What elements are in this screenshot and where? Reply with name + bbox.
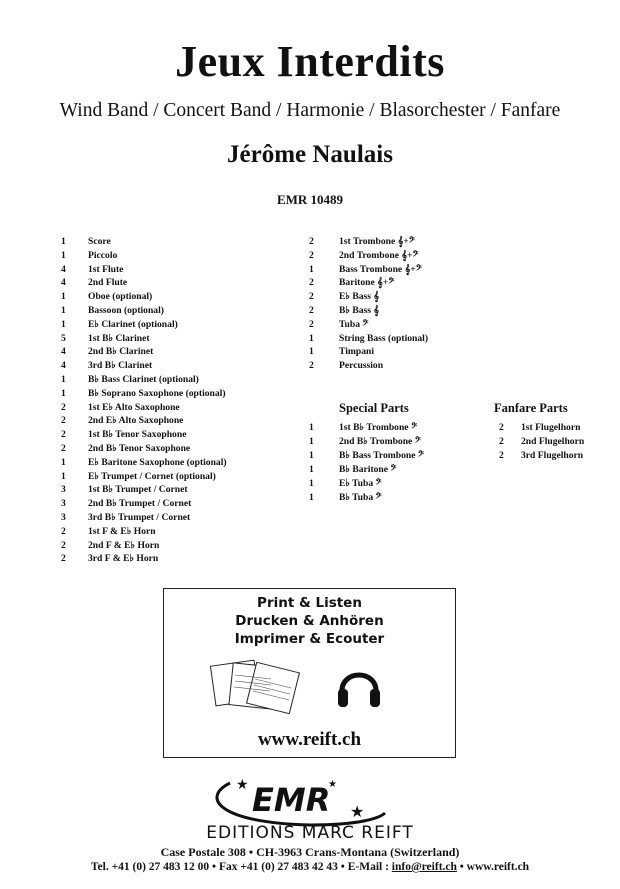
website-link[interactable]: www.reift.ch — [257, 729, 362, 750]
part-name: Baritone 𝄞+𝄢 — [339, 277, 395, 289]
part-name: 1st Trombone 𝄞+𝄢 — [339, 236, 415, 247]
part-name: 3rd B♭ Trumpet / Cornet — [88, 511, 191, 523]
fanfare-parts-heading: Fanfare Parts — [494, 401, 568, 415]
part-quantity: 1 — [309, 346, 314, 358]
part-name: 2nd Trombone 𝄞+𝄢 — [339, 249, 419, 261]
ensemble-subtitle: Wind Band / Concert Band / Harmonie / Blasorchester / Fanfare — [59, 100, 561, 121]
part-name: 1st B♭ Tenor Saxophone — [88, 429, 187, 441]
sheet-music-icon — [209, 657, 304, 715]
part-quantity: 1 — [61, 304, 66, 316]
piece-title: Jeux Interdits — [175, 37, 445, 86]
part-quantity: 2 — [309, 277, 314, 289]
part-quantity: 1 — [61, 456, 66, 468]
svg-text:★: ★ — [328, 779, 337, 790]
part-name: Bass Trombone 𝄞+𝄢 — [339, 263, 422, 275]
part-name: Piccolo — [88, 249, 118, 261]
part-quantity: 3 — [61, 511, 66, 523]
headphones-icon — [334, 659, 384, 715]
part-quantity: 1 — [309, 436, 314, 448]
part-quantity: 2 — [309, 318, 314, 330]
part-quantity: 2 — [61, 525, 66, 537]
part-quantity: 3 — [61, 498, 66, 510]
part-name: 2nd Flugelhorn — [521, 436, 585, 448]
part-quantity: 1 — [61, 249, 66, 261]
part-quantity: 1 — [61, 291, 66, 303]
part-name: E♭ Baritone Saxophone (optional) — [88, 456, 227, 468]
composer-name: Jérôme Naulais — [227, 141, 393, 168]
publisher-contact — [0, 861, 620, 873]
phone-fax: Tel. +41 (0) 27 483 12 00 • Fax +41 (0) 27 483 42 43 • E-Mail : — [90, 861, 392, 873]
part-quantity: 1 — [309, 492, 314, 504]
publisher-address: Case Postale 308 • CH-3963 Crans-Montana (Switzerland) — [160, 845, 460, 859]
part-name: Oboe (optional) — [88, 291, 153, 303]
part-name: Timpani — [339, 346, 375, 358]
part-quantity: 1 — [309, 450, 314, 462]
part-quantity: 1 — [309, 263, 314, 275]
part-quantity: 2 — [61, 415, 66, 427]
part-quantity: 2 — [499, 422, 504, 433]
publisher-name: EDITIONS MARC REIFT — [206, 823, 414, 843]
part-name: E♭ Clarinet (optional) — [88, 318, 178, 330]
part-name: Tuba 𝄢 — [339, 318, 369, 330]
part-name: 1st F & E♭ Horn — [88, 525, 156, 537]
emr-logo — [200, 773, 420, 828]
part-name: 3rd B♭ Clarinet — [88, 360, 153, 372]
part-name: 2nd B♭ Trumpet / Cornet — [88, 498, 192, 510]
part-name: 1st B♭ Trumpet / Cornet — [88, 484, 188, 496]
part-name: 1st B♭ Trombone 𝄢 — [339, 422, 418, 433]
promo-line: Imprimer & Ecouter — [234, 631, 385, 647]
part-quantity: 1 — [309, 464, 314, 476]
part-name: Percussion — [339, 360, 384, 372]
part-name: 2nd B♭ Tenor Saxophone — [88, 442, 191, 454]
part-name: 2nd B♭ Trombone 𝄢 — [339, 436, 421, 448]
promo-line: Drucken & Anhören — [235, 613, 384, 629]
part-quantity: 2 — [499, 436, 504, 448]
part-quantity: 1 — [61, 373, 66, 385]
part-quantity: 1 — [61, 236, 66, 247]
part-quantity: 3 — [61, 484, 66, 496]
part-quantity: 1 — [309, 478, 314, 490]
part-name: B♭ Soprano Saxophone (optional) — [88, 387, 226, 399]
part-name: 2nd Flute — [88, 277, 128, 289]
part-name: B♭ Bass Trombone 𝄢 — [339, 450, 425, 462]
part-name: B♭ Bass 𝄞 — [339, 304, 380, 316]
part-name: 1st Flute — [88, 263, 124, 275]
part-quantity: 2 — [309, 249, 314, 261]
part-name: 2nd B♭ Clarinet — [88, 346, 154, 358]
part-name: 1st Flugelhorn — [521, 422, 581, 433]
part-name: 2nd F & E♭ Horn — [88, 539, 160, 551]
part-name: 1st E♭ Alto Saxophone — [88, 401, 180, 413]
part-quantity: 2 — [309, 360, 314, 372]
part-quantity: 2 — [61, 401, 66, 413]
print-listen-box — [163, 588, 456, 758]
part-name: E♭ Tuba 𝄢 — [339, 478, 382, 490]
part-quantity: 2 — [61, 429, 66, 441]
part-name: B♭ Baritone 𝄢 — [339, 464, 397, 476]
part-quantity: 2 — [499, 450, 504, 462]
special-parts-heading: Special Parts — [339, 401, 409, 415]
part-quantity: 4 — [61, 277, 66, 289]
part-name: B♭ Tuba 𝄢 — [339, 492, 382, 504]
part-quantity: 2 — [309, 236, 314, 247]
svg-text:★: ★ — [236, 778, 249, 793]
part-quantity: 1 — [61, 387, 66, 399]
part-quantity: 4 — [61, 346, 66, 358]
email-link[interactable]: info@reift.ch — [391, 861, 457, 873]
part-quantity: 4 — [61, 263, 66, 275]
part-name: 3rd Flugelhorn — [521, 450, 584, 462]
part-name: 1st B♭ Clarinet — [88, 332, 150, 344]
part-quantity: 2 — [309, 291, 314, 303]
part-quantity: 2 — [61, 539, 66, 551]
part-name: 2nd E♭ Alto Saxophone — [88, 415, 184, 427]
part-quantity: 1 — [309, 422, 314, 433]
svg-text:EMR: EMR — [252, 781, 331, 819]
part-quantity: 5 — [61, 332, 66, 344]
part-name: String Bass (optional) — [339, 332, 429, 344]
part-name: E♭ Trumpet / Cornet (optional) — [88, 470, 216, 482]
part-quantity: 1 — [61, 318, 66, 330]
svg-text:★: ★ — [350, 804, 365, 821]
website-text: • www.reift.ch — [456, 861, 530, 873]
part-quantity: 2 — [61, 553, 66, 565]
promo-line: Print & Listen — [257, 595, 362, 611]
part-name: E♭ Bass 𝄞 — [339, 291, 380, 303]
part-name: Score — [88, 236, 111, 247]
part-quantity: 4 — [61, 360, 66, 372]
catalog-number: EMR 10489 — [276, 192, 344, 207]
part-quantity: 2 — [61, 442, 66, 454]
part-quantity: 1 — [61, 470, 66, 482]
part-quantity: 2 — [309, 304, 314, 316]
part-name: Bassoon (optional) — [88, 304, 164, 316]
part-name: B♭ Bass Clarinet (optional) — [88, 373, 199, 385]
part-quantity: 1 — [309, 332, 314, 344]
part-name: 3rd F & E♭ Horn — [88, 553, 159, 565]
